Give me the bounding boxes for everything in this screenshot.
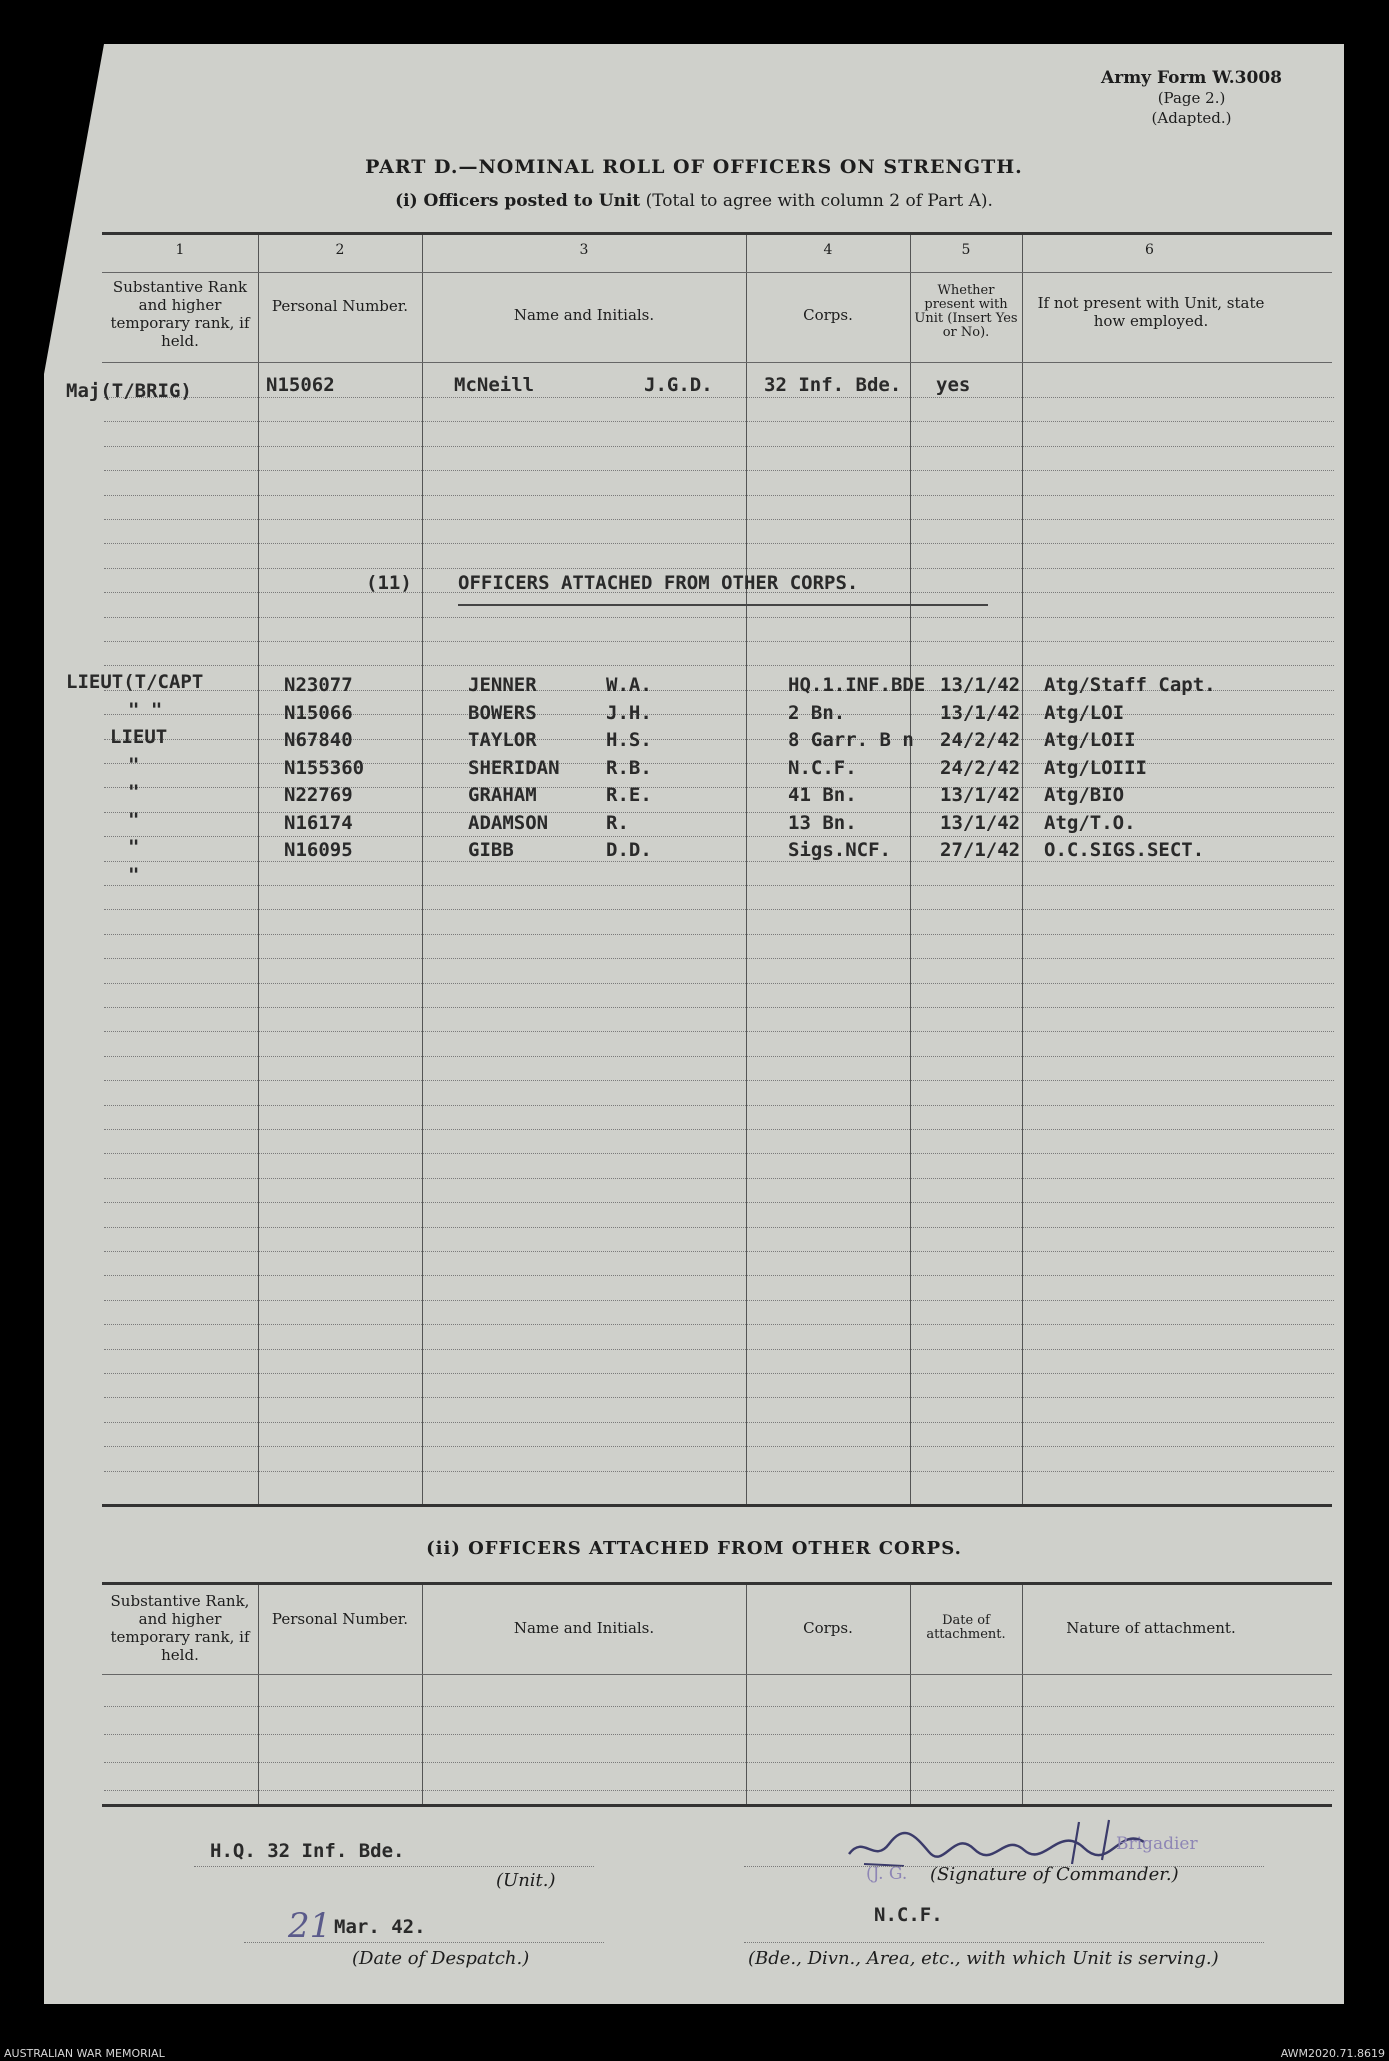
attached-corps: 41 Bn. [788, 784, 857, 806]
section2-header-name: Name and Initials. [513, 1619, 655, 1637]
ruled-line [104, 446, 1334, 447]
posted-number: N15062 [266, 374, 335, 396]
ruled-line [104, 1251, 1334, 1252]
ruled-line [104, 397, 1334, 398]
attached-initials: R.B. [606, 756, 652, 779]
attached-employed: Atg/Staff Capt. [1044, 674, 1216, 696]
attached-number: N15066 [284, 701, 353, 724]
section2-title: (ii) OFFICERS ATTACHED FROM OTHER CORPS. [426, 1538, 962, 1559]
form-identifier [1101, 68, 1282, 128]
column-header-present: Whether present with Unit (Insert Yes or No). [914, 283, 1018, 340]
ruled-line [104, 1734, 1334, 1735]
page-title: PART D.—NOMINAL ROLL OF OFFICERS ON STRENGTH. [365, 156, 1023, 178]
attached-corps: 2 Bn. [788, 701, 846, 724]
attached-name: TAYLOR [468, 729, 537, 751]
ruled-line [104, 543, 1334, 544]
ruled-line [104, 1227, 1334, 1228]
ruled-line [104, 1471, 1334, 1472]
attached-number: N155360 [284, 756, 365, 779]
column-number-6: 6 [1145, 242, 1154, 258]
attached-rank: LIEUT [110, 726, 168, 748]
form-sheet [44, 44, 1344, 2004]
ruled-line [104, 1275, 1334, 1276]
header-rule [102, 272, 1332, 273]
date-label: (Date of Despatch.) [352, 1948, 530, 1969]
ruled-line [104, 1397, 1334, 1398]
attached-heading-text: OFFICERS ATTACHED FROM OTHER CORPS. [458, 572, 859, 594]
stamp-rank: Brigadier [1116, 1834, 1198, 1854]
serving-dotline [744, 1942, 1264, 1943]
page-subtitle [44, 191, 1344, 211]
column-divider [1022, 235, 1023, 1504]
column-header-employed: If not present with Unit, state how employed. [1037, 294, 1265, 330]
attached-number: N22769 [284, 784, 353, 806]
column-number-5: 5 [961, 242, 971, 258]
attached-date: 24/2/42 [940, 756, 1021, 779]
table-bottom-rule [102, 1504, 1332, 1507]
ruled-line [104, 909, 1334, 910]
section2-header-number: Personal Number. [271, 1610, 409, 1628]
column-divider [1022, 1585, 1023, 1804]
attached-name: JENNER [468, 674, 537, 696]
unit-label: (Unit.) [496, 1870, 556, 1891]
section2-header-corps: Corps. [803, 1619, 853, 1637]
attached-initials: J.H. [606, 701, 652, 724]
attached-employed: Atg/BIO [1044, 784, 1125, 806]
section2-header-nature: Nature of attachment. [1066, 1619, 1236, 1637]
footer-left: AUSTRALIAN WAR MEMORIAL [4, 2047, 165, 2060]
column-divider [258, 235, 259, 1504]
attached-initials: H.S. [606, 729, 652, 751]
section2-top-rule [102, 1582, 1332, 1585]
unit-value: H.Q. 32 Inf. Bde. [210, 1840, 405, 1862]
column-divider [746, 235, 747, 1504]
attached-initials: R. [606, 811, 629, 834]
ruled-line [104, 617, 1334, 618]
ruled-line [104, 1762, 1334, 1763]
subtitle-bold: (i) Officers posted to Unit [395, 191, 641, 211]
attached-date: 13/1/42 [940, 811, 1021, 834]
table-top-rule [102, 232, 1332, 235]
attached-rank: " [128, 781, 140, 803]
attached-initials: R.E. [606, 784, 652, 806]
attached-date: 13/1/42 [940, 784, 1021, 806]
ruled-line [104, 1373, 1334, 1374]
attached-date: 27/1/42 [940, 839, 1021, 861]
ruled-line [104, 665, 1334, 666]
column-number-1: 1 [175, 242, 185, 258]
ruled-line [104, 1007, 1334, 1008]
column-divider [422, 1585, 423, 1804]
column-divider [422, 235, 423, 1504]
form-adapted: (Adapted.) [1151, 109, 1232, 127]
attached-heading-underline [458, 604, 988, 606]
attached-number: N67840 [284, 729, 353, 751]
attached-number: N16174 [284, 811, 353, 834]
signature-label: (Signature of Commander.) [930, 1864, 1179, 1885]
posted-corps: 32 Inf. Bde. [764, 374, 902, 396]
attached-employed: Atg/LOIII [1044, 756, 1147, 779]
form-id: Army Form W.3008 [1101, 68, 1282, 88]
header-rule [102, 362, 1332, 363]
column-header-number: Personal Number. [271, 297, 409, 315]
unit-dotline [194, 1866, 594, 1867]
ruled-line [104, 885, 1334, 886]
attached-name: ADAMSON [468, 811, 549, 834]
ruled-line [104, 1446, 1334, 1447]
ruled-line [104, 1300, 1334, 1301]
attached-employed: Atg/T.O. [1044, 811, 1136, 834]
ruled-line [104, 568, 1334, 569]
ruled-line [104, 934, 1334, 935]
serving-label: (Bde., Divn., Area, etc., with which Unit is serving.) [748, 1948, 1219, 1969]
attached-employed: Atg/LOII [1044, 729, 1136, 751]
column-number-3: 3 [579, 242, 589, 258]
attached-corps: N.C.F. [788, 756, 857, 779]
date-dotline [244, 1942, 604, 1943]
attached-rank: " " [128, 698, 163, 721]
ruled-line [104, 1202, 1334, 1203]
attached-name: GIBB [468, 839, 514, 861]
ruled-line [104, 421, 1334, 422]
ruled-line [104, 1129, 1334, 1130]
column-number-4: 4 [823, 242, 833, 258]
attached-heading-number: (11) [366, 572, 412, 594]
ruled-line [104, 1056, 1334, 1057]
date-day-handwritten: 21 [288, 1906, 332, 1946]
date-value: Mar. 42. [334, 1916, 426, 1938]
column-header-corps: Corps. [803, 306, 853, 324]
attached-rank: " [128, 836, 140, 858]
column-header-name: Name and Initials. [513, 306, 655, 324]
attached-initials: W.A. [606, 674, 652, 696]
column-divider [910, 1585, 911, 1804]
ruled-line [104, 1422, 1334, 1423]
attached-name: SHERIDAN [468, 756, 560, 779]
attached-date: 13/1/42 [940, 701, 1021, 724]
posted-present: yes [936, 374, 971, 396]
ruled-line [104, 641, 1334, 642]
column-divider [910, 235, 911, 1504]
section2-header-rule [102, 1674, 1332, 1675]
section2-bottom-rule [102, 1804, 1332, 1807]
ruled-line [104, 836, 1334, 837]
attached-date: 24/2/42 [940, 729, 1021, 751]
posted-name: McNeill [454, 374, 535, 396]
ruled-line [104, 1324, 1334, 1325]
section2-header-date: Date of attachment. [926, 1613, 1006, 1642]
column-divider [746, 1585, 747, 1804]
attached-number: N16095 [284, 839, 353, 861]
attached-corps: Sigs.NCF. [788, 839, 891, 861]
attached-name: GRAHAM [468, 784, 537, 806]
attached-rank: " [128, 863, 140, 886]
stamp-name: (J. G. [866, 1864, 908, 1884]
attached-employed: Atg/LOI [1044, 701, 1125, 724]
ruled-line [104, 470, 1334, 471]
form-page: (Page 2.) [1157, 89, 1226, 107]
ruled-line [104, 1105, 1334, 1106]
ruled-line [104, 1349, 1334, 1350]
column-number-2: 2 [335, 242, 345, 258]
ruled-line [104, 1153, 1334, 1154]
subtitle-rest: (Total to agree with column 2 of Part A). [645, 191, 993, 211]
attached-rank: " [128, 753, 140, 776]
serving-value: N.C.F. [874, 1904, 943, 1926]
ruled-line [104, 1080, 1334, 1081]
attached-corps: 13 Bn. [788, 811, 857, 834]
footer-right: AWM2020.71.8619 [1280, 2047, 1385, 2060]
attached-corps: 8 Garr. B n [788, 729, 914, 751]
ruled-line [104, 1706, 1334, 1707]
attached-employed: O.C.SIGS.SECT. [1044, 839, 1205, 861]
ruled-line [104, 495, 1334, 496]
ruled-line [104, 1031, 1334, 1032]
ruled-line [104, 1178, 1334, 1179]
attached-initials: D.D. [606, 839, 652, 861]
posted-initials: J.G.D. [644, 374, 713, 396]
ruled-line [104, 958, 1334, 959]
attached-corps: HQ.1.INF.BDE [788, 674, 926, 696]
column-header-rank: Substantive Rank and higher temporary rank, if held. [110, 278, 250, 350]
ruled-line [104, 519, 1334, 520]
ruled-line [104, 983, 1334, 984]
attached-rank: " [128, 808, 140, 831]
attached-number: N23077 [284, 674, 353, 696]
attached-name: BOWERS [468, 701, 537, 724]
attached-date: 13/1/42 [940, 674, 1021, 696]
attached-rank: LIEUT(T/CAPT [66, 671, 204, 693]
posted-rank: Maj(T/BRIG) [66, 380, 192, 402]
section2-header-rank: Substantive Rank, and higher temporary rank, if held. [110, 1592, 250, 1664]
ruled-line [104, 1790, 1334, 1791]
